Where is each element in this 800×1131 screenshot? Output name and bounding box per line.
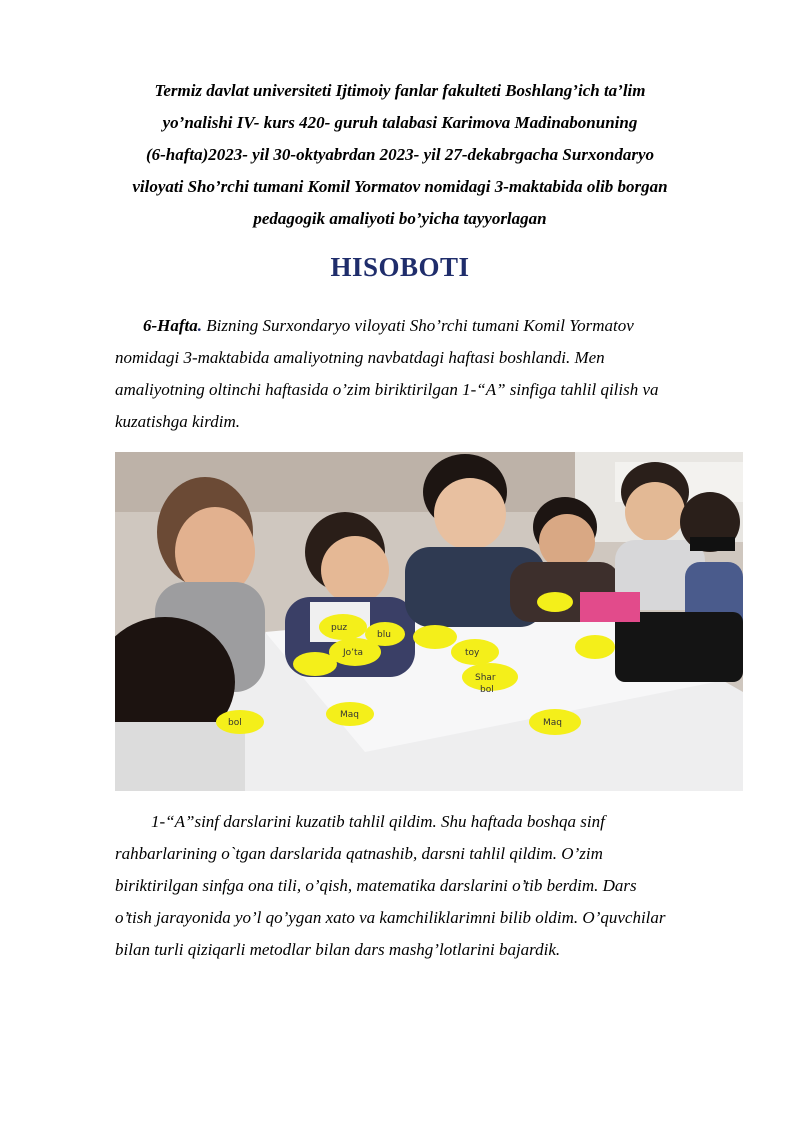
card-word: puz bbox=[331, 623, 348, 633]
pink-book bbox=[580, 592, 640, 622]
paragraph-line: rahbarlarining o`tgan darslarida qatnashib, darsni tahlil qildim. O’zim bbox=[115, 844, 603, 863]
header-line: pedagogik amaliyoti bo’yicha tayyorlagan bbox=[253, 209, 547, 228]
week-label-dot: . bbox=[197, 316, 203, 335]
report-title: HISOBOTI bbox=[330, 252, 470, 282]
card-word: Jo’ta bbox=[343, 648, 364, 658]
paragraph-line: nomidagi 3-maktabida amaliyotning navbatdagi haftasi boshlandi. Men bbox=[115, 348, 605, 367]
classroom-photo bbox=[115, 452, 743, 791]
week-label: 6-Hafta bbox=[143, 316, 198, 335]
classroom-photo-illustration bbox=[115, 452, 743, 791]
header-line: Termiz davlat universiteti Ijtimoiy fanlar fakulteti Boshlang’ich ta’lim bbox=[154, 81, 646, 100]
card-word: blu bbox=[377, 630, 391, 640]
paragraph-line bbox=[115, 310, 735, 342]
paragraph-line: 1-“A”sinf darslarini kuzatib tahlil qildim. Shu haftada boshqa sinf bbox=[151, 812, 605, 831]
card-word: bol bbox=[480, 685, 494, 695]
paragraph-observation bbox=[115, 806, 735, 966]
header-line: yo’nalishi IV- kurs 420- guruh talabasi Karimova Madinabonuning bbox=[162, 113, 638, 132]
header-line: (6-hafta)2023- yil 30-oktyabrdan 2023- yil 27-dekabrgacha Surxondaryo bbox=[145, 145, 655, 164]
report-header bbox=[100, 75, 700, 235]
paragraph-text: Bizning Surxondaryo viloyati Sho’rchi tumani Komil Yormatov bbox=[202, 316, 634, 335]
paragraph-line: o’tish jarayonida yo’l qo’ygan xato va kamchiliklarimni bilib oldim. O’quvchilar bbox=[115, 908, 666, 927]
card-word: Maq bbox=[340, 710, 359, 720]
paragraph-week6 bbox=[115, 310, 735, 438]
paragraph-line: bilan turli qiziqarli metodlar bilan dars mashg’lotlarini bajardik. bbox=[115, 940, 561, 959]
paragraph-line: amaliyotning oltinchi haftasida o’zim biriktirilgan 1-“A” sinfiga tahlil qilish va bbox=[115, 380, 659, 399]
black-bag bbox=[615, 612, 743, 682]
card-word: Shar bbox=[475, 673, 496, 683]
card-word: toy bbox=[465, 648, 480, 658]
card-word: Maq bbox=[543, 718, 562, 728]
header-line: viloyati Sho’rchi tumani Komil Yormatov nomidagi 3-maktabida olib borgan bbox=[132, 177, 668, 196]
paragraph-line: biriktirilgan sinfga ona tili, o’qish, matematika darslarini o’tib berdim. Dars bbox=[115, 876, 637, 895]
paragraph-line: kuzatishga kirdim. bbox=[115, 412, 240, 431]
card-word: bol bbox=[228, 718, 242, 728]
